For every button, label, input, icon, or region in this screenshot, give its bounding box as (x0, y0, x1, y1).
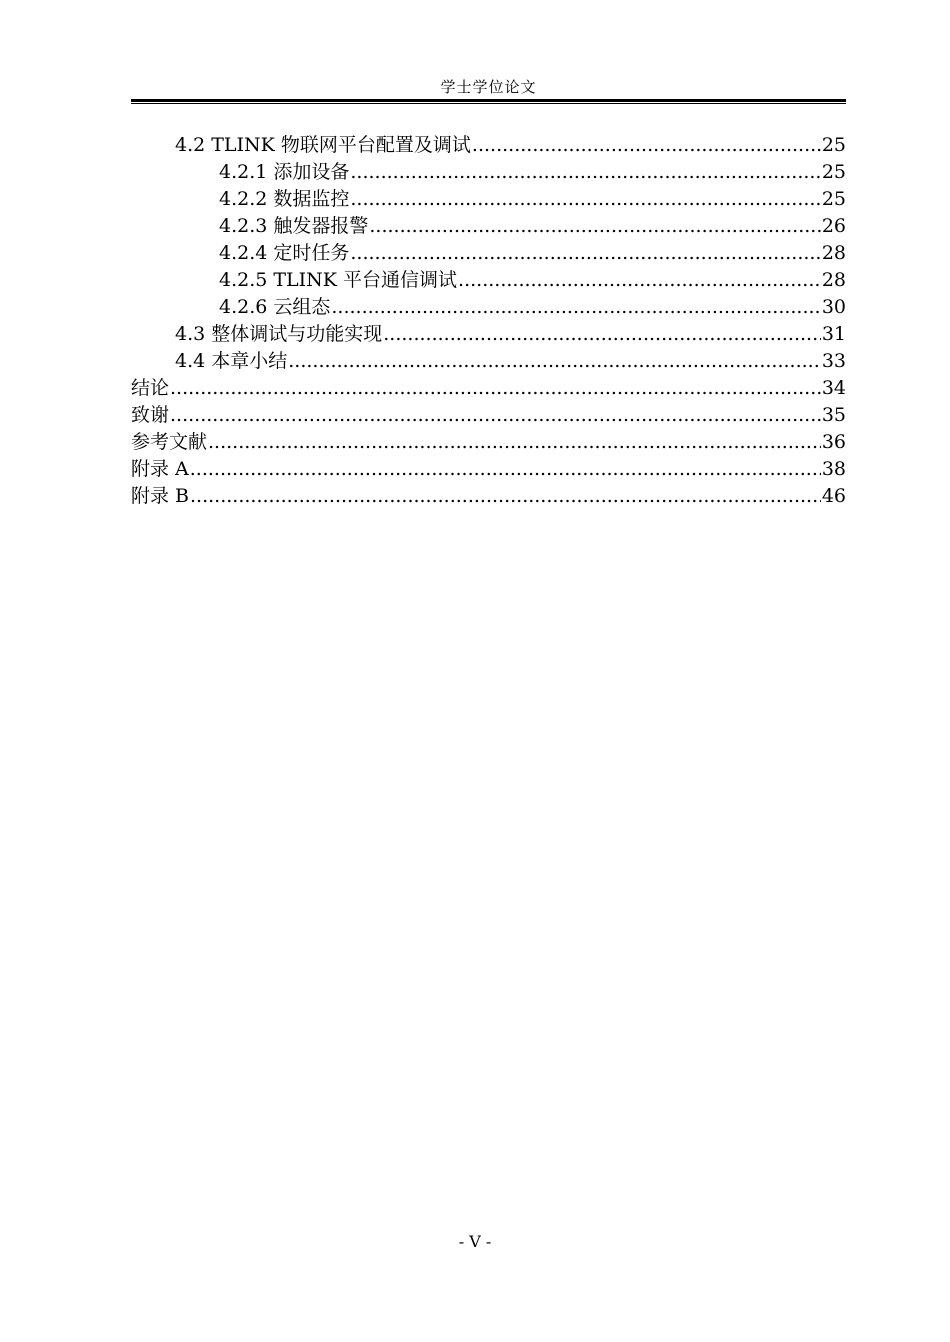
toc-entry-appendix-a[interactable] (131, 456, 846, 483)
toc-entry-title: 4.3 整体调试与功能实现 (175, 323, 383, 345)
toc-entry-page: 35 (821, 404, 846, 426)
toc-entry-page: 30 (821, 296, 846, 318)
toc-entry-4-2-1[interactable] (131, 159, 846, 186)
toc-entry-page: 25 (821, 161, 846, 183)
toc-entry-title: 4.2.5 TLINK 平台通信调试 (219, 269, 458, 291)
toc-entry-title: 参考文献 (131, 431, 208, 453)
table-of-contents (131, 132, 846, 510)
toc-dot-leader (170, 402, 821, 429)
toc-entry-4-2[interactable] (131, 132, 846, 159)
toc-entry-references[interactable] (131, 429, 846, 456)
toc-entry-4-2-5[interactable] (131, 267, 846, 294)
toc-entry-page: 25 (821, 188, 846, 210)
toc-dot-leader (190, 456, 821, 483)
toc-dot-leader (350, 159, 820, 186)
toc-entry-page: 26 (821, 215, 846, 237)
toc-entry-page: 31 (821, 323, 846, 345)
header-rule-thick (131, 99, 846, 102)
toc-dot-leader (383, 321, 821, 348)
toc-entry-4-4[interactable] (131, 348, 846, 375)
toc-entry-page: 46 (821, 485, 846, 507)
toc-dot-leader (369, 213, 820, 240)
toc-dot-leader (331, 294, 820, 321)
toc-dot-leader (458, 267, 821, 294)
toc-entry-title: 4.4 本章小结 (175, 350, 288, 372)
toc-entry-page: 36 (821, 431, 846, 453)
toc-dot-leader (190, 483, 821, 510)
page-number: - V - (458, 1232, 492, 1251)
toc-entry-4-2-6[interactable] (131, 294, 846, 321)
toc-entry-title: 附录 B (131, 485, 190, 507)
toc-entry-page: 34 (821, 377, 846, 399)
toc-entry-appendix-b[interactable] (131, 483, 846, 510)
toc-entry-title: 4.2.4 定时任务 (219, 242, 350, 264)
toc-entry-4-3[interactable] (131, 321, 846, 348)
running-header: 学士学位论文 (440, 78, 537, 96)
toc-entry-4-2-3[interactable] (131, 213, 846, 240)
toc-entry-title: 附录 A (131, 458, 189, 480)
toc-entry-acknowledgements[interactable] (131, 402, 846, 429)
toc-dot-leader (208, 429, 821, 456)
toc-entry-page: 38 (821, 458, 846, 480)
toc-entry-title: 结论 (131, 377, 170, 399)
toc-dot-leader (350, 240, 820, 267)
toc-entry-page: 28 (821, 269, 846, 291)
toc-dot-leader (472, 132, 821, 159)
toc-entry-title: 致谢 (131, 404, 170, 426)
toc-dot-leader (288, 348, 821, 375)
toc-entry-title: 4.2.2 数据监控 (219, 188, 350, 210)
toc-entry-page: 28 (821, 242, 846, 264)
toc-entry-4-2-4[interactable] (131, 240, 846, 267)
toc-entry-title: 4.2.6 云组态 (219, 296, 331, 318)
toc-entry-conclusion[interactable] (131, 375, 846, 402)
toc-entry-title: 4.2.1 添加设备 (219, 161, 350, 183)
toc-entry-4-2-2[interactable] (131, 186, 846, 213)
toc-entry-title: 4.2 TLINK 物联网平台配置及调试 (175, 134, 471, 156)
toc-entry-page: 33 (821, 350, 846, 372)
toc-dot-leader (350, 186, 820, 213)
toc-entry-page: 25 (821, 134, 846, 156)
toc-entry-title: 4.2.3 触发器报警 (219, 215, 369, 237)
toc-dot-leader (170, 375, 821, 402)
header-rule-thin (131, 103, 846, 104)
